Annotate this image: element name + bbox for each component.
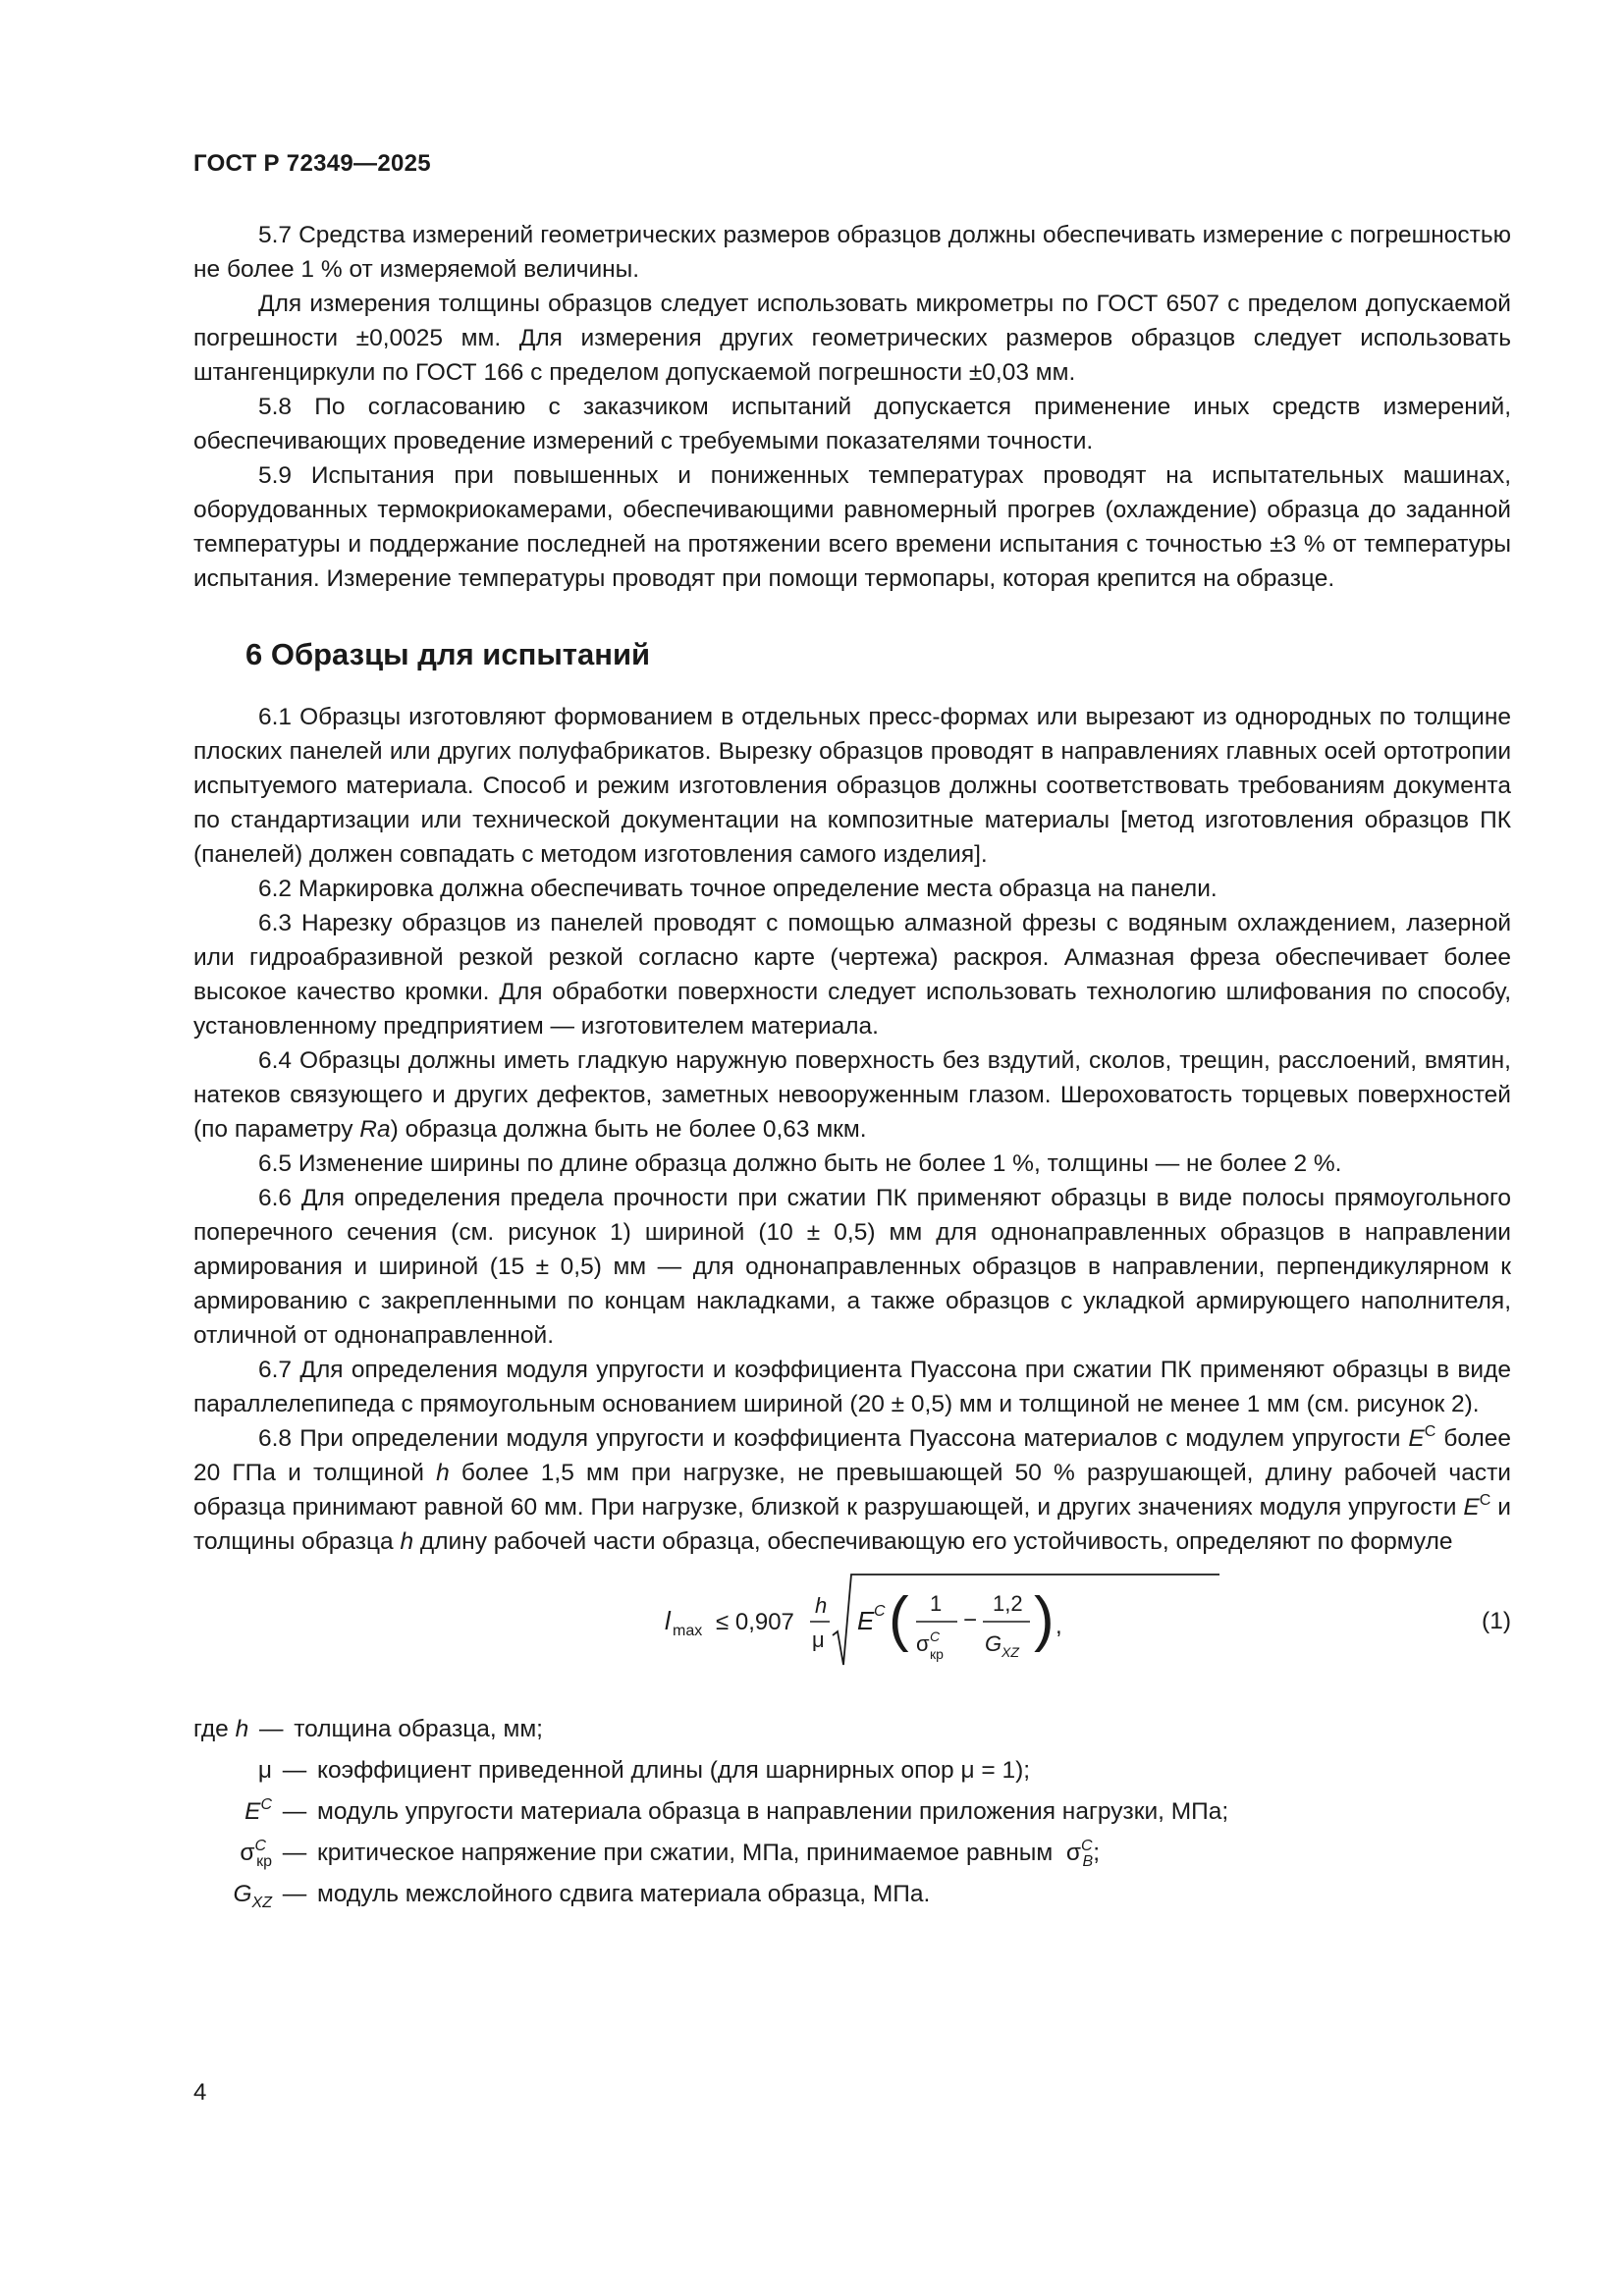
definition-text: модуль межслойного сдвига материала образца, МПа.: [317, 1881, 931, 1907]
symbol-C: C: [1080, 1838, 1093, 1854]
formula-mu: μ: [812, 1628, 825, 1652]
formula-minus: −: [963, 1607, 978, 1633]
definition-text-main: критическое напряжение при сжатии, МПа, принимаемое равным: [317, 1840, 1054, 1866]
formula-lhs-sub: max: [673, 1623, 703, 1639]
formula-one: 1: [930, 1591, 943, 1616]
paragraph-6-1: 6.1 Образцы изготовляют формованием в отдельных пресс-формах или вырезают из однородных по толщине плоских панелей или других полуфабрикатов. Вырезку образцов проводят в направлениях главных осей ортотропии испытуемого материала. Способ и режим изготовления образцов должны соответствовать требованиям документа по стандартизации или технической документации на композитные материалы [метод изготовления образцов ПК (панелей) должен совпадать с методом изготовления самого изделия].: [193, 704, 1511, 868]
paragraph-6-4: [193, 1043, 1511, 1147]
paragraph-6-5: 6.5 Изменение ширины по длине образца должно быть не более 1 %, толщины — не более 2 %.: [258, 1150, 1342, 1177]
p6-8-part: более 20 ГПа и толщиной: [193, 1425, 1511, 1486]
formula-comma: ,: [1056, 1613, 1062, 1639]
paragraph-5-8: 5.8 По согласованию с заказчиком испытаний допускается применение иных средств измерений, обеспечивающих проведение измерений с требуемыми показателями точности.: [193, 394, 1511, 454]
symbol-h: h: [400, 1528, 414, 1555]
paragraph-6-3: 6.3 Нарезку образцов из панелей проводят с помощью алмазной фрезы с водяным охлаждением, лазерной или гидроабразивной резкой резкой согласно карте (чертежа) раскроя. Алмазная фреза обеспечивает более высокое качество кромки. Для обработки поверхности следует использовать технологию шлифования по способу, установленному предприятием — изготовителем материала.: [193, 910, 1511, 1040]
symbol-B: B: [1082, 1853, 1094, 1870]
symbol-C: C: [260, 1796, 272, 1813]
definition-symbol: [193, 1836, 272, 1870]
symbol-h: h: [436, 1460, 450, 1486]
document-header: ГОСТ Р 72349—2025: [193, 150, 431, 177]
paragraph-6-8: [193, 1421, 1511, 1559]
symbol-C: C: [254, 1838, 267, 1854]
definition-item: [193, 1836, 1511, 1877]
symbol-kr: кр: [256, 1853, 272, 1870]
paragraph-5-7-measurement: Для измерения толщины образцов следует использовать микрометры по ГОСТ 6507 с пределом допускаемой погрешности ±0,0025 мм. Для измерения других геометрических размеров образцов следует использовать штангенциркули по ГОСТ 166 с пределом допускаемой погрешности ±0,03 мм.: [193, 291, 1511, 386]
definition-dash: —: [282, 1757, 307, 1784]
formula-G: G: [985, 1631, 1002, 1656]
definition-dash: —: [258, 1716, 284, 1742]
definition-item: [193, 1794, 1511, 1836]
formula-sigma: σ: [916, 1631, 930, 1656]
p6-8-part: 6.8 При определении модуля упругости и коэффициента Пуассона материалов с модулем упругости: [258, 1425, 1409, 1452]
symbol-sigma: σ: [1065, 1840, 1081, 1866]
definitions-list: [193, 1712, 1511, 1918]
formula-h: h: [815, 1593, 828, 1618]
formula-rparen: ): [1034, 1585, 1055, 1653]
where-label: где: [193, 1716, 229, 1742]
formula-coef: 1,2: [993, 1591, 1023, 1616]
formula-sigma-sub: кр: [930, 1646, 944, 1662]
definition-symbol: [193, 1794, 272, 1829]
symbol-E: E: [1408, 1425, 1425, 1452]
symbol-XZ: XZ: [251, 1895, 272, 1911]
ra-symbol: Ra: [359, 1116, 391, 1143]
definition-item: [193, 1753, 1511, 1794]
formula-le: ≤ 0,907: [716, 1609, 794, 1635]
formula-E-sup: C: [874, 1603, 886, 1620]
document-body: [193, 218, 1511, 1918]
p6-8-part: и толщины образца: [193, 1494, 1511, 1555]
definition-dash: —: [282, 1840, 307, 1866]
symbol-E: E: [244, 1798, 261, 1825]
definition-dash: —: [282, 1881, 307, 1907]
symbol-sigma: σ: [240, 1840, 255, 1866]
symbol-C: C: [1479, 1492, 1491, 1509]
formula-lhs: l: [665, 1606, 671, 1635]
paragraph-5-9: 5.9 Испытания при повышенных и пониженных температурах проводят на испытательных машинах, оборудованных термокриокамерами, обеспечивающими равномерный прогрев (охлаждение) образца до заданной температуры и поддержание последней на протяжении всего времени испытания с точностью ±3 % от температуры испытания. Измерение температуры проводят при помощи термопары, которая крепится на образце.: [193, 462, 1511, 592]
page-number: 4: [193, 2079, 207, 2106]
formula-lparen: (: [889, 1585, 909, 1653]
paragraph-6-6: 6.6 Для определения предела прочности при сжатии ПК применяют образцы в виде полосы прямоугольного поперечного сечения (см. рисунок 1) шириной (10 ± 0,5) мм для однонаправленных образцов в направлении армирования и шириной (15 ± 0,5) мм — для однонаправленных образцов в направлении, перпендикулярном к армированию с закрепленными по концам накладками, а также образцов с укладкой армирующего наполнителя, отличной от однонаправленной.: [193, 1185, 1511, 1349]
definition-item: [193, 1712, 1511, 1753]
paragraph-6-4-text-end: ) образца должна быть не более 0,63 мкм.: [390, 1116, 867, 1143]
paragraph-5-7: 5.7 Средства измерений геометрических размеров образцов должны обеспечивать измерение с погрешностью не более 1 % от измеряемой величины.: [193, 222, 1511, 283]
p6-8-part: длину рабочей части образца, обеспечивающую его устойчивость, определяют по формуле: [413, 1528, 1453, 1555]
p6-8-part: более 1,5 мм при нагрузке, не превышающей 50 % разрушающей, длину рабочей части образца принимают равной 60 мм. При нагрузке, близкой к разрушающей, и других значениях модуля упругости: [193, 1460, 1511, 1521]
definition-symbol: [193, 1877, 272, 1911]
definition-end: ;: [1093, 1840, 1101, 1866]
formula-row: [193, 1565, 1511, 1682]
definition-text: коэффициент приведенной длины (для шарнирных опор μ = 1);: [317, 1757, 1031, 1784]
paragraph-6-4-text: 6.4 Образцы должны иметь гладкую наружную поверхность без вздутий, сколов, трещин, расслоений, вмятин, натеков связующего и других дефектов, заметных невооруженным глазом. Шероховатость торцевых поверхностей (по параметру: [193, 1047, 1511, 1143]
definition-item: [193, 1877, 1511, 1918]
symbol-G: G: [233, 1881, 252, 1907]
definition-symbol: h: [235, 1716, 249, 1742]
symbol-E: E: [1463, 1494, 1480, 1521]
symbol-C: C: [1424, 1423, 1436, 1440]
formula-E: E: [857, 1606, 875, 1635]
definition-symbol: μ: [257, 1757, 272, 1784]
formula-1: [665, 1565, 1254, 1682]
formula-G-sub: XZ: [1001, 1644, 1019, 1660]
formula-sigma-sup: C: [930, 1629, 941, 1644]
equation-number: (1): [1482, 1608, 1511, 1634]
definition-dash: —: [282, 1798, 307, 1825]
definition-text: модуль упругости материала образца в направлении приложения нагрузки, МПа;: [317, 1798, 1229, 1825]
section-6-title: 6 Образцы для испытаний: [245, 637, 651, 671]
definition-text: толщина образца, мм;: [294, 1716, 543, 1742]
paragraph-6-7: 6.7 Для определения модуля упругости и коэффициента Пуассона при сжатии ПК применяют образцы в виде параллелепипеда с прямоугольным основанием шириной (20 ± 0,5) мм и толщиной не менее 1 мм (см. рисунок 2).: [193, 1357, 1511, 1417]
definition-text: [317, 1836, 1100, 1870]
paragraph-6-2: 6.2 Маркировка должна обеспечивать точное определение места образца на панели.: [258, 876, 1218, 902]
